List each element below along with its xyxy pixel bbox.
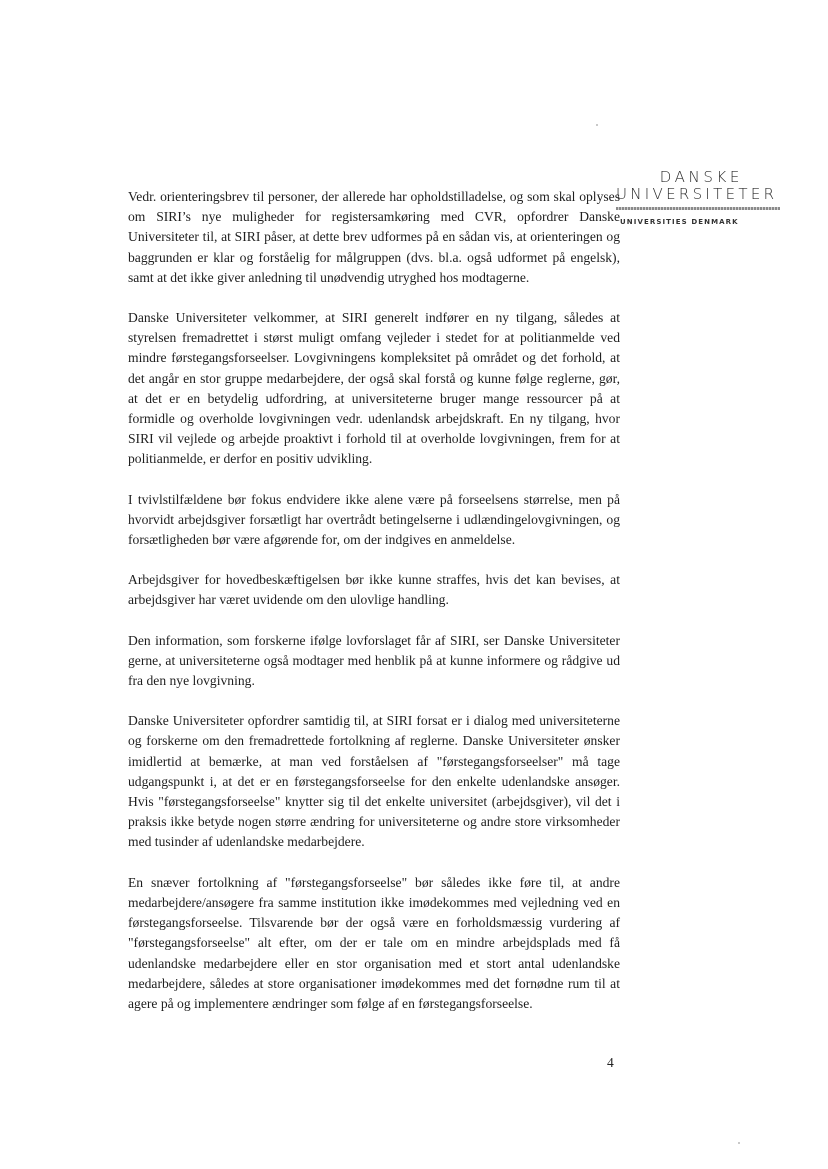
logo-line-danske: DANSKE <box>659 168 743 186</box>
paragraph-orienteringsbrev: Vedr. orienteringsbrev til personer, der allerede har opholdstilladelse, og som skal oplyses om SIRI’s nye muligheder for registersamkøring med CVR, opfordrer Danske Universiteter til, at SIRI påser, at dette brev udformes på en sådan vis, at orienteringen og baggrunden er klar og forståelig for målgruppen (dvs. bl.a. også udformet på engelsk), samt at det ikke giver anledning til unødvendig utryghed hos modtagerne. <box>128 189 620 285</box>
page-number: 4 <box>607 1055 614 1070</box>
letter-body <box>128 187 620 1034</box>
paragraph-tvivlstilfaelde: I tvivlstilfældene bør fokus endvidere ikke alene være på forseelsens størrelse, men på hvorvidt arbejdsgiver forsætligt har overtrådt betingelserne i udlændingelovgivningen, og forsætligheden bør være afgørende for, om der indgives en anmeldelse. <box>128 491 620 548</box>
paragraph-snaever-fortolkning: En snæver fortolkning af "førstegangsforseelse" bør således ikke føre til, at andre medarbejdere/ansøgere fra samme institution ikke imødekommes med vejledning ved en førstegangsforseelse. Tilsvarende bør der også være en forholdsmæssig vurdering af "førstegangsforseelse" alt efter, om der er tale om en mindre arbejdsplads med få udenlandske medarbejdere eller en stor organisation med et stort antal udenlandske medarbejdere, således at store organisationer imødekommes med det fornødne rum til at agere på og implementere ændringer som følge af en førstegangsforseelse. <box>128 874 620 1011</box>
paragraph-ny-tilgang: Danske Universiteter velkommer, at SIRI generelt indfører en ny tilgang, således at styrelsen fremadrettet i størst muligt omfang vejleder i stedet for at politianmelde ved mindre førstegangsforseelser. Lovgivningens kompleksitet på området og det forhold, at det angår en stor gruppe medarbejdere, der også skal forstå og kunne følge reglerne, gør, at det er en betydelig udfordring, at universiteterne bruger mange ressourcer på at formidle og overholde lovgivningen vedr. udenlandsk arbejdskraft. En ny tilgang, hvor SIRI vil vejlede og arbejde proaktivt i forhold til at overholde lovgivningen, frem for at politianmelde, er derfor en positiv udvikling. <box>128 310 620 467</box>
logo-divider-bar <box>616 207 780 210</box>
logo-subtitle: UNIVERSITIES DENMARK <box>620 218 739 226</box>
logo-line-universiteter: UNIVERSITETER <box>616 185 778 203</box>
paragraph-information: Den information, som forskerne ifølge lovforslaget får af SIRI, ser Danske Universiteter gerne, at universiteterne også modtager med henblik på at kunne informere og rådgive ud fra den nye lovgivning. <box>128 632 620 689</box>
scan-speck <box>596 124 598 126</box>
paragraph-dialog: Danske Universiteter opfordrer samtidig til, at SIRI forsat er i dialog med universiteterne og forskerne om den fremadrettede fortolkning af reglerne. Danske Universiteter ønsker imidlertid at bemærke, at man ved forståelsen af "førstegangsforseelser" må tage udgangspunkt i, at det er en førstegangsforseelse for den enkelte udenlandske ansøger. Hvis "førstegangsforseelse" knytter sig til det enkelte universitet (arbejdsgiver), vil det i praksis ikke betyde nogen større ændring for universiteterne og andre store virksomheder med tusinder af udenlandske medarbejdere. <box>128 713 620 850</box>
paragraph-arbejdsgiver: Arbejdsgiver for hovedbeskæftigelsen bør ikke kunne straffes, hvis det kan bevises, at arbejdsgiver har været uvidende om den ulovlige handling. <box>128 572 620 608</box>
scan-speck <box>738 1142 740 1144</box>
